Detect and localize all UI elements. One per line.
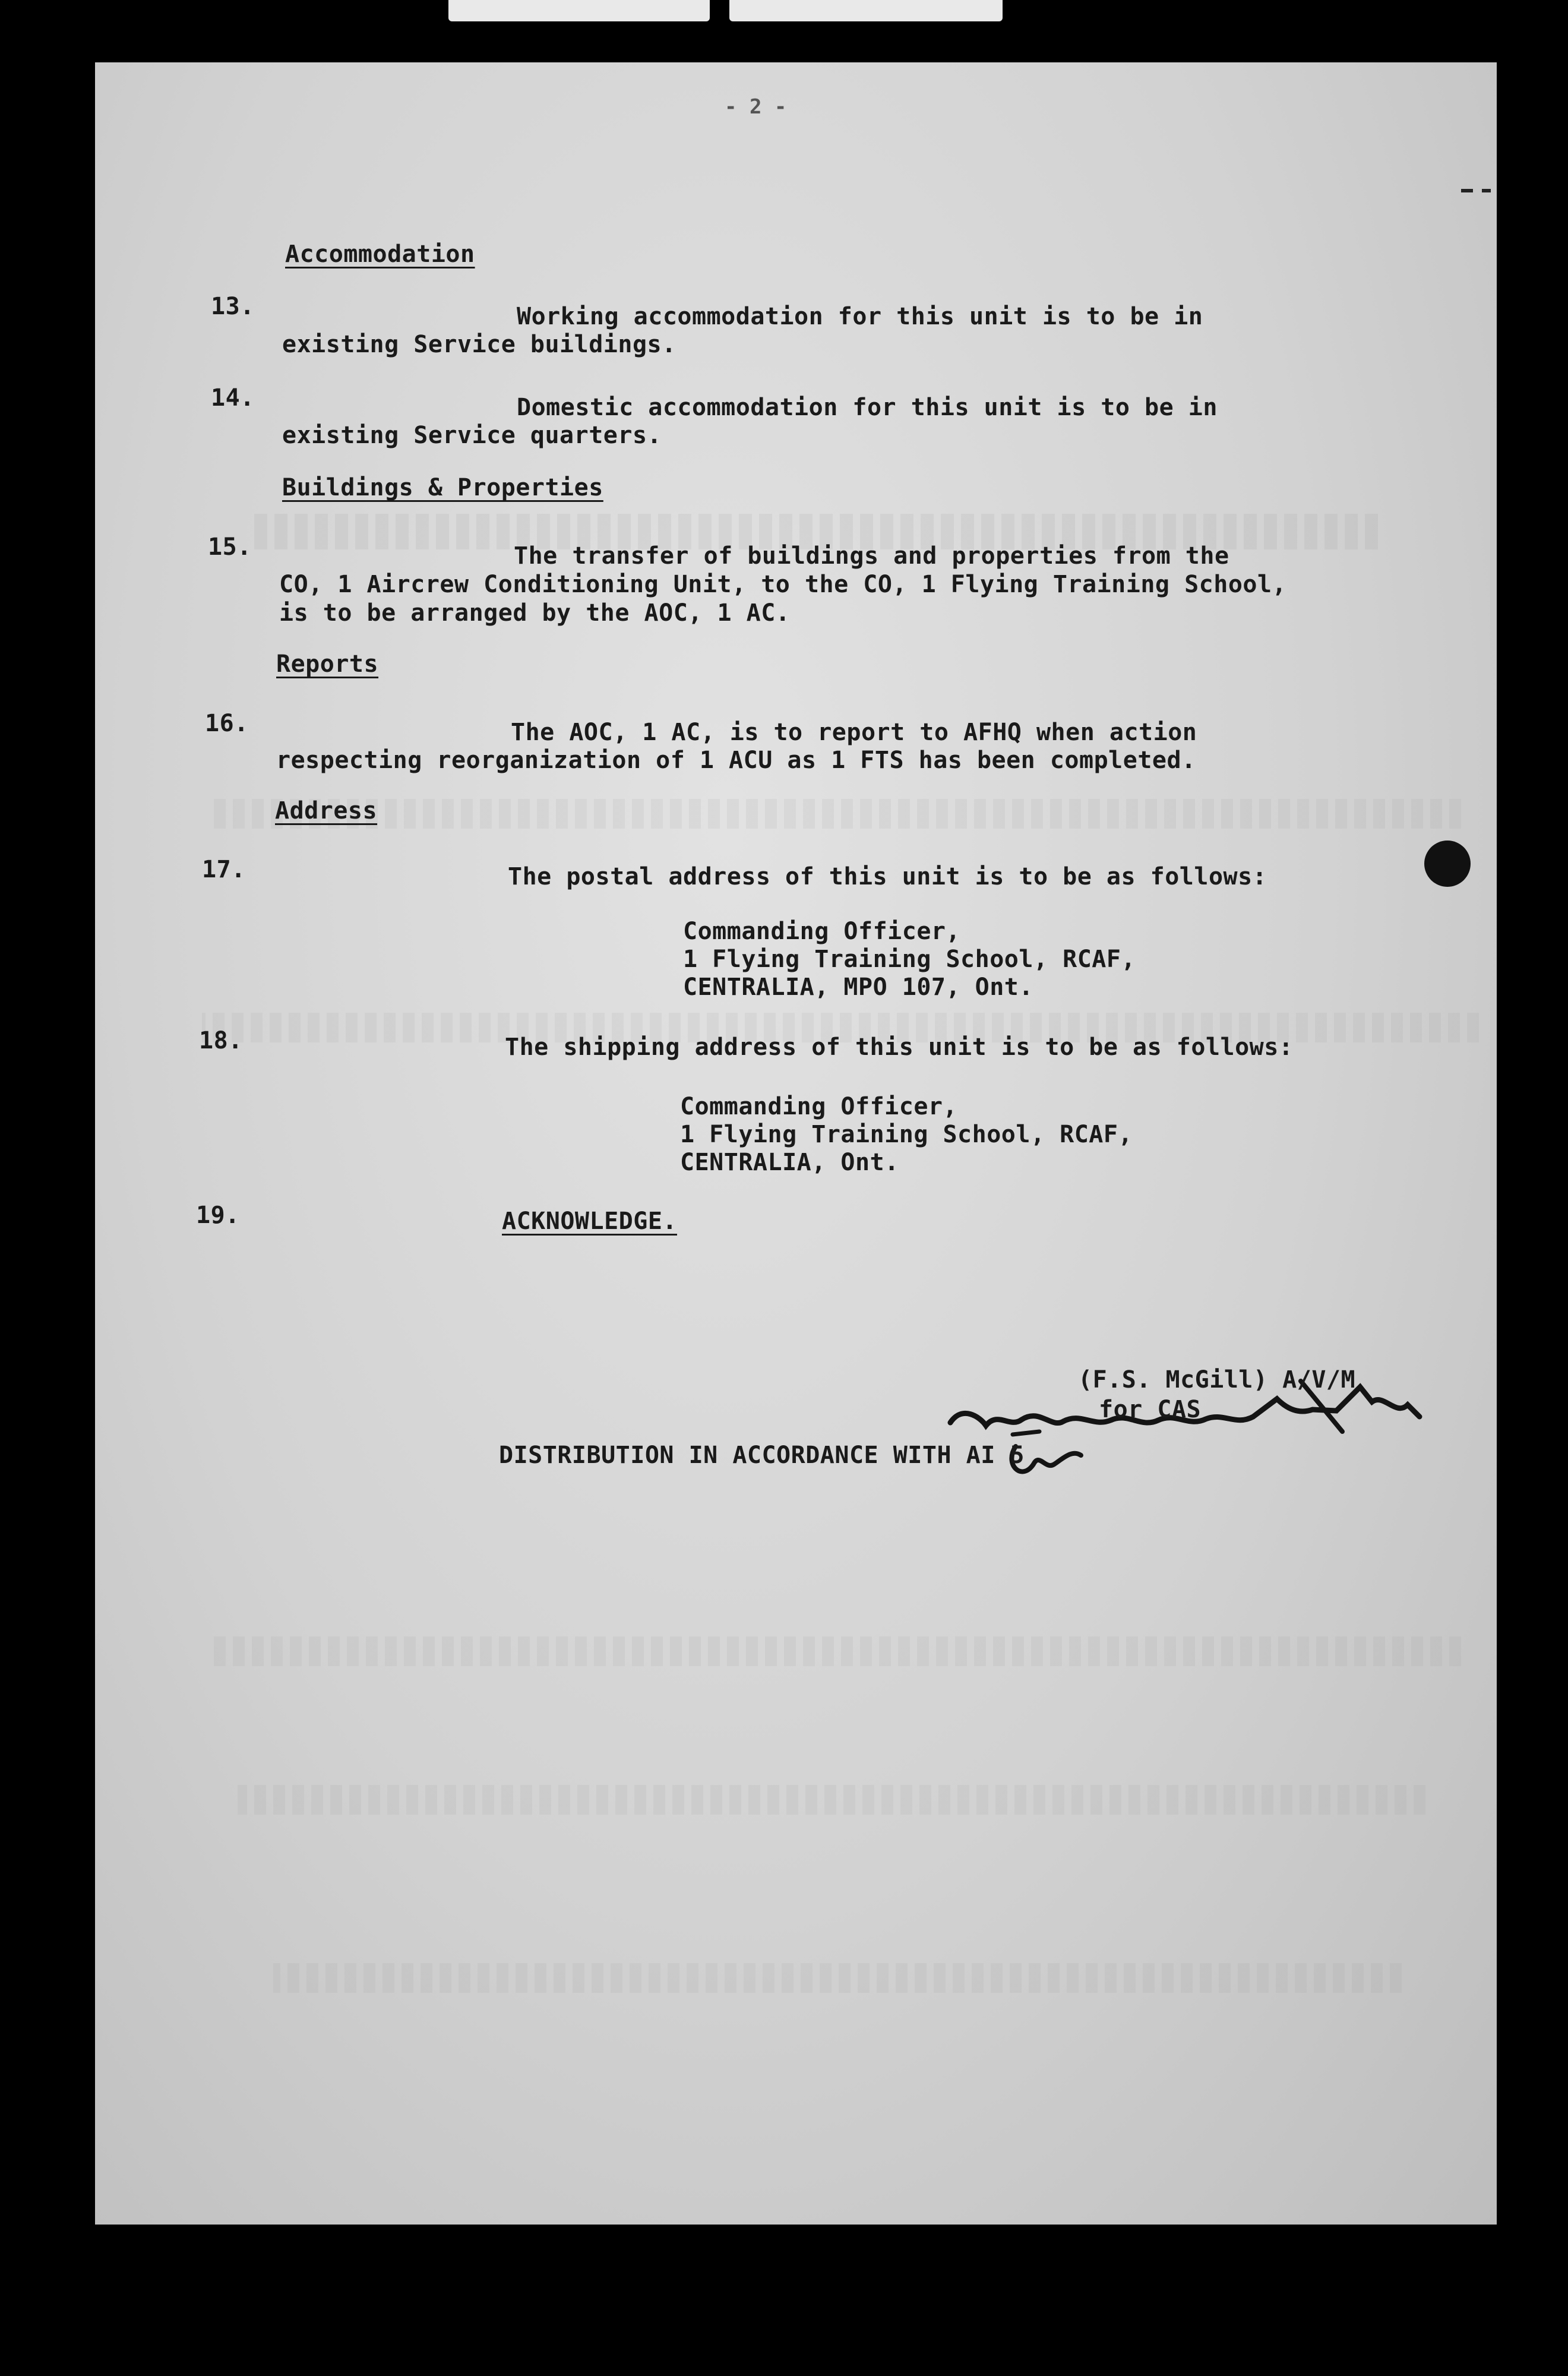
para-15-line2: CO, 1 Aircrew Conditioning Unit, to the CO, 1 Flying Training School,	[279, 571, 1287, 598]
punch-hole	[1424, 841, 1471, 887]
para-13-number: 13.	[211, 293, 255, 320]
para-13-line1: Working accommodation for this unit is to be in	[517, 303, 1203, 330]
para-18-address-line2: 1 Flying Training School, RCAF,	[680, 1121, 1133, 1148]
para-16-line2: respecting reorganization of 1 ACU as 1 FTS has been completed.	[276, 747, 1196, 774]
para-14-number: 14.	[211, 384, 255, 412]
para-19-number: 19.	[196, 1202, 240, 1229]
signature-for-cas: for CAS	[1099, 1396, 1202, 1423]
dash-mark	[1461, 187, 1497, 194]
heading-buildings-properties: Buildings & Properties	[282, 474, 603, 501]
para-18-address-line3: CENTRALIA, Ont.	[680, 1149, 899, 1176]
para-17-number: 17.	[202, 856, 246, 883]
bleed-through-texture	[273, 1963, 1402, 1993]
para-18-number: 18.	[199, 1027, 243, 1054]
heading-accommodation: Accommodation	[285, 241, 475, 268]
heading-address: Address	[275, 797, 378, 824]
bleed-through-texture	[238, 1785, 1425, 1815]
film-tab-right	[729, 0, 1003, 21]
heading-reports: Reports	[276, 650, 379, 678]
bleed-through-texture	[214, 799, 1461, 829]
para-15-number: 15.	[208, 533, 252, 561]
para-16-number: 16.	[205, 710, 249, 737]
para-18-address-line1: Commanding Officer,	[680, 1093, 958, 1120]
film-tab-left	[448, 0, 710, 21]
signature-name: (F.S. McGill) A/V/M	[1078, 1366, 1356, 1394]
para-17-address-line1: Commanding Officer,	[683, 918, 961, 945]
para-17-line1: The postal address of this unit is to be as follows:	[508, 863, 1267, 890]
para-17-address-line2: 1 Flying Training School, RCAF,	[683, 946, 1136, 973]
para-16-line1: The AOC, 1 AC, is to report to AFHQ when action	[511, 719, 1197, 746]
para-14-line1: Domestic accommodation for this unit is to be in	[517, 394, 1218, 421]
document-page	[95, 62, 1497, 2225]
para-14-line2: existing Service quarters.	[282, 422, 662, 449]
distribution-line: DISTRIBUTION IN ACCORDANCE WITH AI 5	[499, 1442, 1025, 1469]
bleed-through-texture	[214, 1636, 1461, 1666]
para-18-line1: The shipping address of this unit is to be as follows:	[505, 1034, 1294, 1061]
para-15-line3: is to be arranged by the AOC, 1 AC.	[279, 599, 791, 627]
page-number: - 2 -	[725, 95, 787, 119]
para-13-line2: existing Service buildings.	[282, 331, 676, 358]
para-17-address-line3: CENTRALIA, MPO 107, Ont.	[683, 974, 1033, 1001]
para-15-line1: The transfer of buildings and properties from the	[514, 542, 1229, 570]
para-19-acknowledge: ACKNOWLEDGE.	[502, 1208, 677, 1235]
